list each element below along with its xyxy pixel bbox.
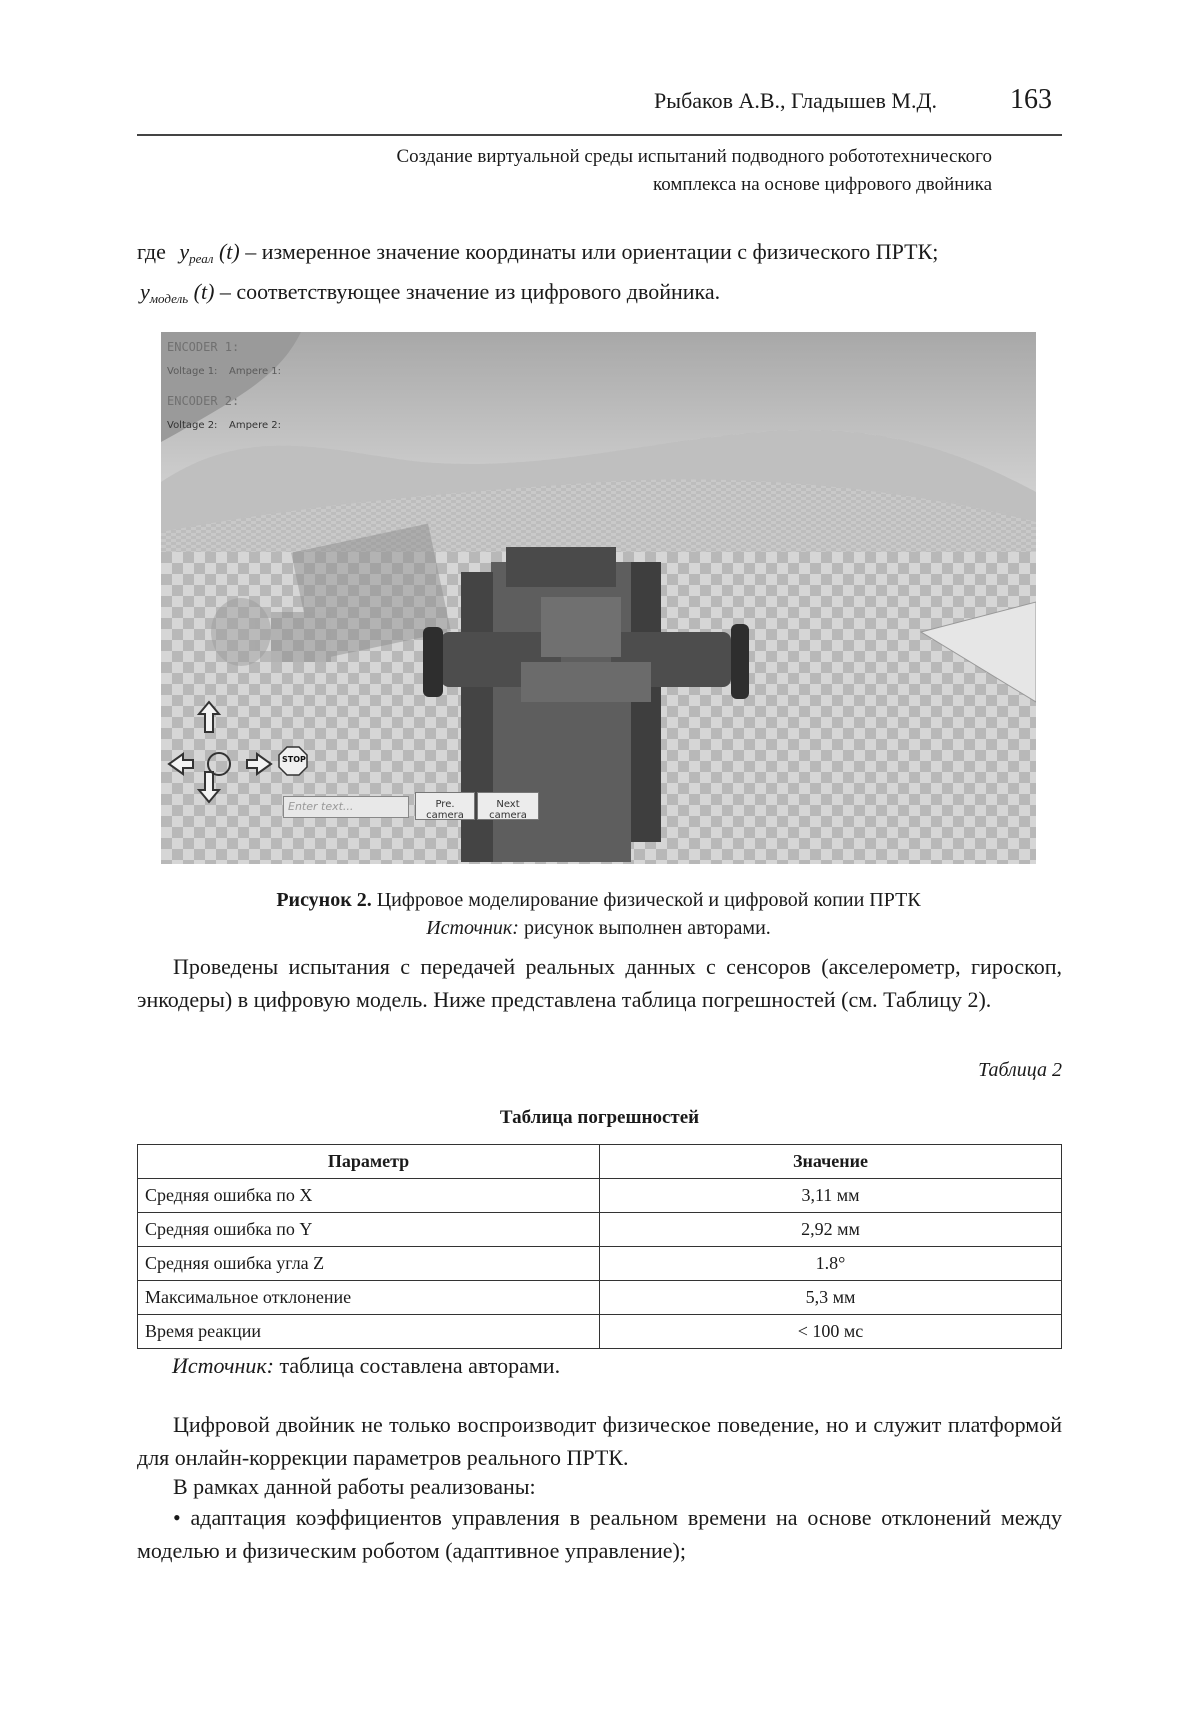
row-value: < 100 мс xyxy=(600,1315,1062,1349)
hud-ampere1: Ampere 1: xyxy=(229,366,282,377)
table-row xyxy=(138,1315,1062,1349)
y-model-symbol: y xyxy=(140,279,150,304)
table-row xyxy=(138,1281,1062,1315)
paragraph-1: Проведены испытания с передачей реальных данных с сенсоров (акселерометр, гироскоп, энкодеры) в цифровую модель. Ниже представлена таблица погрешностей (см. Таблицу 2). xyxy=(137,954,1062,1012)
header-authors: Рыбаков А.В., Гладышев М.Д. xyxy=(654,88,937,113)
table-source-label: Источник: xyxy=(172,1353,274,1378)
header-parameter: Параметр xyxy=(138,1145,600,1179)
simulation-scene xyxy=(161,332,1036,864)
intro-line2 xyxy=(140,275,1065,315)
header-value: Значение xyxy=(600,1145,1062,1179)
intro-where: где xyxy=(137,239,166,264)
y-model-subscript: модель xyxy=(149,291,189,306)
row-value: 3,11 мм xyxy=(600,1179,1062,1213)
caption-label: Рисунок 2. xyxy=(276,889,372,911)
next-camera-button[interactable]: Next camera xyxy=(477,792,539,820)
figure-caption xyxy=(161,889,1036,912)
figure-source-text: рисунок выполнен авторами. xyxy=(523,917,771,939)
intro-line1 xyxy=(137,235,1062,275)
table-source xyxy=(172,1349,560,1382)
header-subtitle-line2: комплекса на основе цифрового двойника xyxy=(652,174,992,195)
simulation-figure xyxy=(161,332,1036,864)
row-parameter: Средняя ошибка по Y xyxy=(138,1213,600,1247)
paragraph-2: Цифровой двойник не только воспроизводит физическое поведение, но и служит платформой для онлайн-коррекции параметров реального ПРТК. xyxy=(137,1412,1062,1470)
row-parameter: Максимальное отклонение xyxy=(138,1281,600,1315)
header-rule xyxy=(137,134,1062,136)
caption-text: Цифровое моделирование физической и цифровой копии ПРТК xyxy=(376,889,921,911)
stop-button[interactable]: STOP xyxy=(282,755,306,764)
row-value: 2,92 мм xyxy=(600,1213,1062,1247)
table-row xyxy=(138,1213,1062,1247)
figure-source-label: Источник: xyxy=(426,917,519,939)
row-value: 1.8° xyxy=(600,1247,1062,1281)
command-input[interactable]: Enter text... xyxy=(283,796,409,818)
t-argument-1: (t) xyxy=(218,239,240,264)
row-parameter: Средняя ошибка по X xyxy=(138,1179,600,1213)
row-value: 5,3 мм xyxy=(600,1281,1062,1315)
table-row xyxy=(138,1247,1062,1281)
table-title: Таблица погрешностей xyxy=(499,1107,700,1128)
hud-encoder2: ENCODER 2: xyxy=(167,394,240,408)
hud-encoder1: ENCODER 1: xyxy=(167,340,240,354)
figure-source xyxy=(161,917,1036,940)
table-row xyxy=(138,1179,1062,1213)
bullet-item-1: • адаптация коэффициентов управления в реальном времени на основе отклонений между моделью и физическим роботом (адаптивное управление); xyxy=(137,1505,1062,1563)
intro-line2-text: – соответствующее значение из цифрового двойника. xyxy=(219,279,721,304)
table-source-text: таблица составлена авторами. xyxy=(279,1353,561,1378)
table-header-row xyxy=(138,1145,1062,1179)
page-number: 163 xyxy=(1010,84,1052,115)
hud-voltage1: Voltage 1: xyxy=(167,366,218,377)
hud-ampere2: Ampere 2: xyxy=(229,420,282,431)
paragraph-3: В рамках данной работы реализованы: xyxy=(173,1474,536,1499)
row-parameter: Время реакции xyxy=(138,1315,600,1349)
y-real-subscript: реал xyxy=(189,251,214,266)
error-table xyxy=(137,1144,1062,1349)
t-argument-2: (t) xyxy=(193,279,215,304)
intro-line1-text: – измеренное значение координаты или ориентации с физического ПРТК; xyxy=(245,239,939,264)
hud-voltage2: Voltage 2: xyxy=(167,420,218,431)
prev-camera-button[interactable]: Pre. camera xyxy=(415,792,475,820)
header-subtitle-line1: Создание виртуальной среды испытаний подводного робототехнического xyxy=(396,146,992,167)
table-number: Таблица 2 xyxy=(978,1059,1062,1081)
y-real-symbol: y xyxy=(179,239,190,264)
row-parameter: Средняя ошибка угла Z xyxy=(138,1247,600,1281)
